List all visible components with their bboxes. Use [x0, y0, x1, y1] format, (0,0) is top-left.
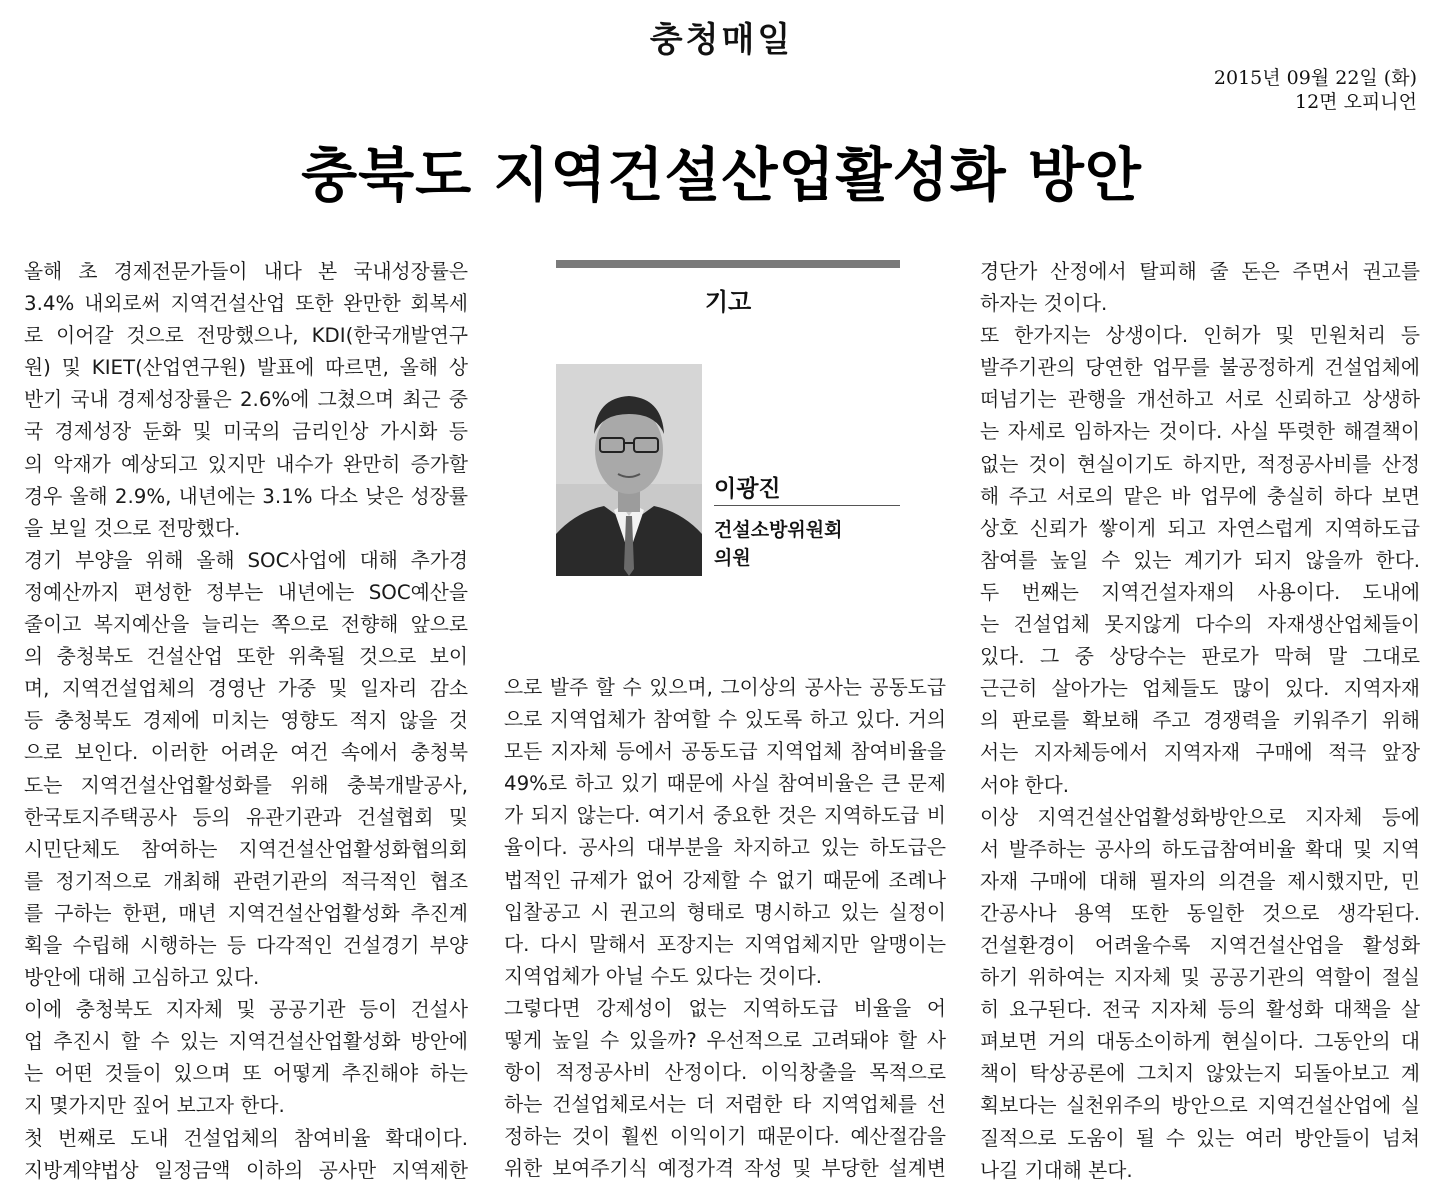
- column-category-label: 기고: [704, 288, 752, 316]
- article-text-line: 또 한가지는 상생이다. 인허가 및 민원처리 등: [980, 324, 1420, 348]
- article-text-line: 으로 보인다. 이러한 어려운 여건 속에서 충청북: [24, 741, 468, 765]
- article-text-line: 떻게 높일 수 있을까? 우선적으로 고려돼야 할 사: [504, 1029, 946, 1053]
- article-text-line: 근근히 살아가는 업체들도 많이 있다. 지역자재: [980, 677, 1420, 701]
- article-text-line: 참여를 높일 수 있는 계기가 되지 않을까 한다.: [980, 548, 1420, 572]
- article-text-line: 서야 한다.: [980, 773, 1070, 797]
- article-text-line: 간공사나 용역 또한 동일한 것으로 생각된다.: [980, 901, 1420, 925]
- article-text-line: 경기 부양을 위해 올해 SOC사업에 대해 추가경: [24, 548, 468, 572]
- article-text-line: 하는 건설업체로서는 더 저렴한 타 지역업체를 선: [504, 1093, 946, 1117]
- article-text-line: 있다. 그 중 상당수는 판로가 막혀 말 그대로: [980, 645, 1420, 669]
- article-text-line: 질적으로 도움이 될 수 있는 여러 방안들이 넘쳐: [980, 1126, 1420, 1150]
- article-text-line: 건설환경이 어려울수록 지역건설산업을 활성화: [980, 933, 1420, 957]
- dateline: [1017, 66, 1417, 114]
- article-text-line: 상호 신뢰가 쌓이게 되고 자연스럽게 지역하도급: [980, 516, 1420, 540]
- article-text-line: 두 번째는 지역건설자재의 사용이다. 도내에: [980, 580, 1420, 604]
- article-text-line: 지 몇가지만 짚어 보고자 한다.: [24, 1094, 285, 1118]
- article-text-line: 율이다. 공사의 대부분을 차지하고 있는 하도급은: [504, 836, 946, 860]
- article-text-line: 첫 번째로 도내 건설업체의 참여비율 확대이다.: [24, 1126, 468, 1150]
- article-text-line: 정예산까지 편성한 정부는 내년에는 SOC예산을: [24, 580, 468, 604]
- article-text-line: 방안에 대해 고심하고 있다.: [24, 966, 260, 990]
- issue-date: 2015년 09월 22일 (화): [1213, 67, 1417, 89]
- article-text-line: 하기 위하여는 지자체 및 공공기관의 역할이 절실: [980, 966, 1420, 990]
- article-text-line: 으로 발주 할 수 있으며, 그이상의 공사는 공동도급: [504, 676, 946, 699]
- author-portrait-illustration: [556, 364, 702, 576]
- article-text-line: 도는 지역건설산업활성화를 위해 충북개발공사,: [24, 773, 468, 797]
- article-text-line: 는 어떤 것들이 있으며 또 어떻게 추진해야 하는: [24, 1062, 468, 1086]
- author-name: 이광진: [714, 476, 781, 502]
- article-text-line: 모든 지자체 등에서 공동도급 지역업체 참여비율을: [504, 740, 946, 764]
- article-text-line: 지방계약법상 일정금액 이하의 공사만 지역제한: [24, 1158, 468, 1182]
- article-text-line: 한국토지주택공사 등의 유관기관과 건설협회 및: [24, 805, 468, 829]
- author-photo: [556, 364, 702, 576]
- article-column-3: [980, 256, 1420, 1187]
- article-column-2: [504, 672, 946, 1186]
- article-text-line: 가 되지 않는다. 여기서 중요한 것은 지역하도급 비: [504, 804, 946, 828]
- article-text-line: 국 경제성장 둔화 및 미국의 금리인상 가시화 등: [24, 420, 468, 444]
- article-text-line: 위한 보여주기식 예정가격 작성 및 부당한 설계변: [504, 1157, 946, 1181]
- article-text-line: 항이 적정공사비 산정이다. 이익창출을 목적으로: [504, 1061, 946, 1085]
- article-text-line: 이에 충청북도 지자체 및 공공기관 등이 건설사: [24, 998, 468, 1022]
- article-text-line: 나길 기대해 본다.: [980, 1158, 1133, 1182]
- author-title: [714, 516, 842, 572]
- article-text-line: 의 판로를 확보해 주고 경쟁력을 키워주기 위해: [980, 709, 1420, 733]
- article-text-line: 3.4% 내외로써 지역건설산업 또한 완만한 회복세: [24, 292, 468, 316]
- article-text-line: 며, 지역건설업체의 경영난 가중 및 일자리 감소: [24, 677, 468, 701]
- article-text-line: 펴보면 거의 대동소이하게 현실이다. 그동안의 대: [980, 1030, 1420, 1054]
- article-text-line: 해 주고 서로의 맡은 바 업무에 충실히 하다 보면: [980, 484, 1420, 508]
- article-text-line: 49%로 하고 있기 때문에 사실 참여비율은 큰 문제: [504, 772, 946, 796]
- article-text-line: 를 정기적으로 개최해 관련기관의 적극적인 협조: [24, 869, 468, 893]
- author-role-line: 건설소방위원회: [714, 519, 843, 541]
- article-text-line: 책이 탁상공론에 그치지 않았는지 되돌아보고 계: [980, 1062, 1420, 1086]
- article-text-line: 서는 지자체등에서 지역자재 구매에 적극 앞장: [980, 741, 1420, 765]
- sidebar-rule: [556, 260, 900, 268]
- article-text-line: 올해 초 경제전문가들이 내다 본 국내성장률은: [24, 260, 468, 283]
- article-text-line: 입찰공고 시 권고의 형태로 명시하고 있는 실정이: [504, 900, 946, 924]
- article-text-line: 지역업체가 아닐 수도 있다는 것이다.: [504, 964, 823, 988]
- article-text-line: 하자는 것이다.: [980, 292, 1108, 316]
- article-column-1: [24, 256, 468, 1187]
- article-text-line: 업 추진시 할 수 있는 지역건설산업활성화 방안에: [24, 1030, 468, 1054]
- article-text-line: 떠넘기는 관행을 개선하고 서로 신뢰하고 상생하: [980, 388, 1420, 412]
- article-text-line: 다. 다시 말해서 포장지는 지역업체지만 알맹이는: [504, 932, 946, 956]
- article-text-line: 의 충청북도 건설산업 또한 위축될 것으로 보이: [24, 645, 468, 669]
- article-text-line: 시민단체도 참여하는 지역건설산업활성화협의회: [24, 837, 468, 861]
- article-text-line: 정하는 것이 훨씬 이익이기 때문이다. 예산절감을: [504, 1125, 946, 1149]
- article-text-line: 는 자세로 임하자는 것이다. 사실 뚜렷한 해결책이: [980, 420, 1420, 444]
- article-text-line: 법적인 규제가 없어 강제할 수 없기 때문에 조례나: [504, 868, 946, 892]
- article-text-line: 줄이고 복지예산을 늘리는 쪽으로 전향해 앞으로: [24, 613, 468, 637]
- article-text-line: 등 충청북도 경제에 미치는 영향도 적지 않을 것: [24, 709, 468, 733]
- article-text-line: 로 이어갈 것으로 전망했으나, KDI(한국개발연구: [24, 324, 468, 348]
- article-text-line: 원) 및 KIET(산업연구원) 발표에 따르면, 올해 상: [24, 356, 468, 380]
- article-text-line: 반기 국내 경제성장률은 2.6%에 그쳤으며 최근 중: [24, 388, 468, 412]
- article-text-line: 히 요구된다. 전국 지자체 등의 활성화 대책을 살: [980, 998, 1420, 1022]
- article-text-line: 서 발주하는 공사의 하도급참여비율 확대 및 지역: [980, 837, 1420, 861]
- article-text-line: 자재 구매에 대해 필자의 의견을 제시했지만, 민: [980, 869, 1420, 893]
- article-text-line: 을 보일 것으로 전망했다.: [24, 516, 241, 540]
- article-text-line: 경단가 산정에서 탈피해 줄 돈은 주면서 권고를: [980, 260, 1420, 283]
- page-section: 12면 오피니언: [1295, 91, 1417, 113]
- article-text-line: 그렇다면 강제성이 없는 지역하도급 비율을 어: [504, 996, 946, 1020]
- article-text-line: 획보다는 실천위주의 방안으로 지역건설산업에 실: [980, 1094, 1420, 1118]
- article-text-line: 이상 지역건설산업활성화방안으로 지자체 등에: [980, 805, 1420, 829]
- article-text-line: 는 건설업체 못지않게 다수의 자재생산업체들이: [980, 613, 1420, 637]
- article-headline: 충북도 지역건설산업활성화 방안: [301, 141, 1142, 209]
- newspaper-masthead: 충청매일: [649, 20, 794, 60]
- article-text-line: 의 악재가 예상되고 있지만 내수가 완만히 증가할: [24, 452, 468, 476]
- article-text-line: 발주기관의 당연한 업무를 불공정하게 건설업체에: [980, 356, 1420, 380]
- article-text-line: 경우 올해 2.9%, 내년에는 3.1% 다소 낮은 성장률: [24, 484, 468, 508]
- article-text-line: 를 구하는 한편, 매년 지역건설산업활성화 추진계: [24, 901, 468, 925]
- article-text-line: 획을 수립해 시행하는 등 다각적인 건설경기 부양: [24, 933, 468, 957]
- author-role-line: 의원: [714, 547, 751, 569]
- article-text-line: 없는 것이 현실이기도 하지만, 적정공사비를 산정: [980, 452, 1420, 476]
- article-text-line: 으로 지역업체가 참여할 수 있도록 하고 있다. 거의: [504, 708, 946, 732]
- author-divider: [714, 505, 900, 506]
